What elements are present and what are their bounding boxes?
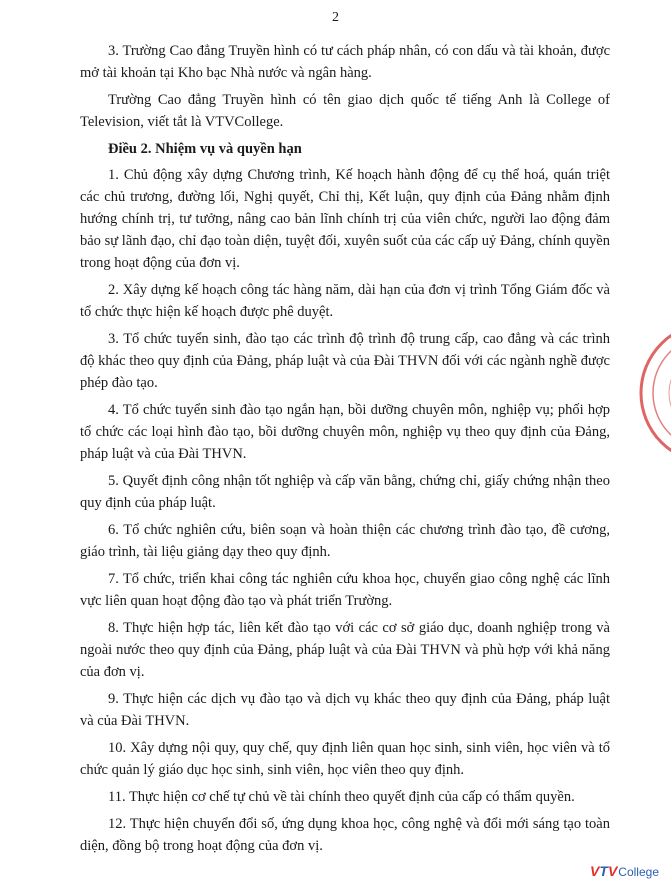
red-seal-stamp [635, 318, 671, 468]
logo-word: College [618, 865, 659, 879]
paragraph: 8. Thực hiện hợp tác, liên kết đào tạo với các cơ sở giáo dục, doanh nghiệp trong và ngoài nước theo quy định của Đảng, pháp luật và của Đài THVN và phù hợp với khả năng của đơn vị. [80, 620, 610, 680]
paragraph: 10. Xây dựng nội quy, quy chế, quy định liên quan học sinh, sinh viên, học viên và tổ chức quản lý giáo dục học sinh, sinh viên, học viên theo quy định. [80, 740, 610, 778]
paragraph: 9. Thực hiện các dịch vụ đào tạo và dịch vụ khác theo quy định của Đảng, pháp luật và của Đài THVN. [80, 691, 610, 729]
page-number: 2 [332, 10, 339, 25]
paragraph: 3. Tổ chức tuyển sinh, đào tạo các trình độ trình độ trung cấp, cao đẳng và các trình độ khác theo quy định của Đảng, pháp luật và của Đài THVN đối với các ngành nghề được phép đào tạo. [80, 331, 610, 391]
paragraph: 5. Quyết định công nhận tốt nghiệp và cấp văn bằng, chứng chỉ, giấy chứng nhận theo quy định của pháp luật. [80, 473, 610, 511]
logo-letter-v2: V [607, 863, 618, 879]
paragraph: 12. Thực hiện chuyển đổi số, ứng dụng khoa học, công nghệ và đổi mới sáng tạo toàn diện, đồng bộ trong hoạt động của đơn vị. [80, 816, 610, 854]
logo-letter-v: V [590, 863, 600, 879]
vtvcollege-logo [590, 863, 659, 879]
paragraph: 4. Tổ chức tuyển sinh đào tạo ngắn hạn, bồi dưỡng chuyên môn, nghiệp vụ; phối hợp tổ chức các loại hình đào tạo, bồi dưỡng chuyên môn, nghiệp vụ theo quy định của Đảng, pháp luật và của Đài THVN. [80, 402, 610, 462]
document-body [80, 40, 610, 862]
logo-letter-t: T [599, 863, 608, 879]
paragraph: 11. Thực hiện cơ chế tự chủ về tài chính theo quyết định của cấp có thẩm quyền. [108, 789, 575, 805]
paragraph: 3. Trường Cao đẳng Truyền hình có tư cách pháp nhân, có con dấu và tài khoản, được mở tài khoản tại Kho bạc Nhà nước và ngân hàng. [80, 43, 610, 81]
paragraph: 7. Tổ chức, triển khai công tác nghiên cứu khoa học, chuyển giao công nghệ các lĩnh vực liên quan hoạt động đào tạo và phát triển Trường. [80, 571, 610, 609]
paragraph: Trường Cao đẳng Truyền hình có tên giao dịch quốc tế tiếng Anh là College of Television, viết tắt là VTVCollege. [80, 92, 610, 130]
section-heading: Điều 2. Nhiệm vụ và quyền hạn [108, 141, 302, 157]
paragraph: 2. Xây dựng kế hoạch công tác hàng năm, dài hạn của đơn vị trình Tổng Giám đốc và tổ chức thực hiện kế hoạch được phê duyệt. [80, 282, 610, 320]
paragraph: 1. Chủ động xây dựng Chương trình, Kế hoạch hành động để cụ thể hoá, quán triệt các chủ trương, đường lối, Nghị quyết, Chỉ thị, Kết luận, quy định của Đảng nhằm định hướng chính trị, tư tưởng, nâng cao bản lĩnh chính trị của viên chức, người lao động đảm bảo sự lãnh đạo, chỉ đạo toàn diện, tuyệt đối, xuyên suốt của các cấp uỷ Đảng, chính quyền trong hoạt động của đơn vị. [80, 167, 610, 271]
paragraph: 6. Tổ chức nghiên cứu, biên soạn và hoàn thiện các chương trình đào tạo, đề cương, giáo trình, tài liệu giảng dạy theo quy định. [80, 522, 610, 560]
